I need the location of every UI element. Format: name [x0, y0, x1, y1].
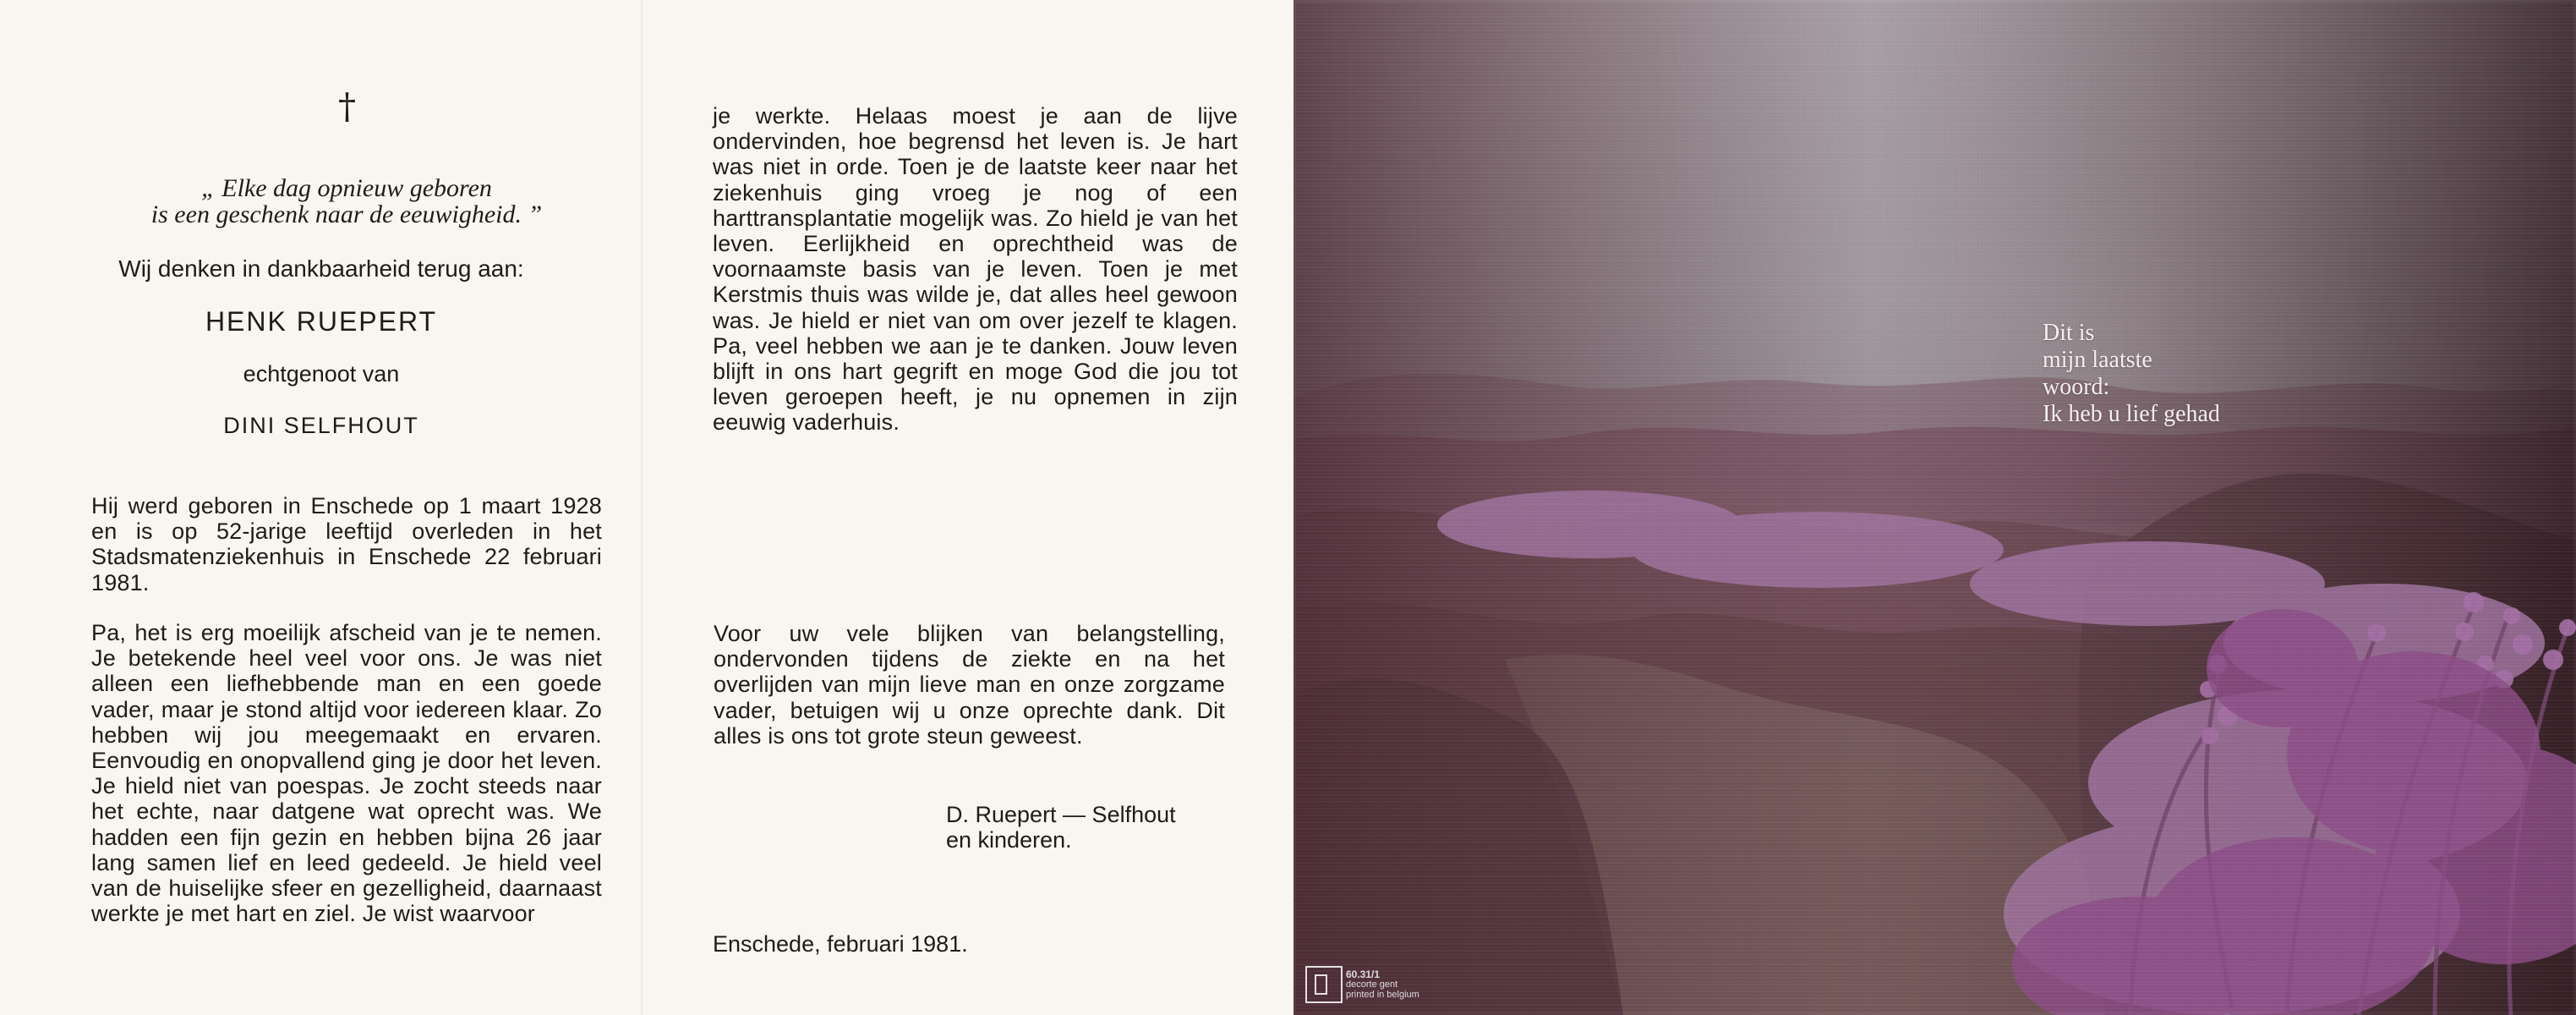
poem-line-three: woord:: [2043, 374, 2110, 400]
printer-logo-icon: [1305, 966, 1343, 1003]
heather-landscape-image: [1293, 0, 2576, 1015]
poem-overlay: [2043, 320, 2313, 428]
memorial-text-panel-middle: [643, 0, 1293, 1015]
signature-line-two: en kinderen.: [946, 827, 1072, 853]
quote-line-one: „ Elke dag opnieuw geboren: [201, 174, 492, 202]
printer-code: 60.31/1: [1346, 968, 1381, 980]
continued-memory-paragraph: je werkte. Helaas moest je aan de lijve ondervinden, hoe begrensd het leven is. Je hart was niet in orde. Toen je de laatste keer naar het ziekenhuis ging vroeg je nog of een harttransplantatie mogelijk was. Zo hield je van het leven. Eerlijkheid en oprechtheid was de voornaamste basis van je leven. Toen je met Kerstmis thuis was wilde je, dat alles heel gewoon was. Je hield er niet van om over jezelf te klagen. Pa, veel hebben we aan je te danken. Jouw leven blijft in ons hart gegrift en moge God die jou tot leven geroepen heeft, je nu opnemen in zijn eeuwig vaderhuis.: [713, 103, 1238, 436]
memorial-text-panel-left: [0, 0, 643, 1015]
heather-photo-panel: [1293, 0, 2576, 1015]
opening-quote: [127, 175, 566, 228]
quote-line-two: is een geschenk naar de eeuwigheid. ”: [150, 200, 543, 228]
cross-symbol: †: [338, 85, 356, 127]
date-place: Enschede, februari 1981.: [713, 931, 968, 957]
printer-country: printed in belgium: [1346, 990, 1419, 1000]
poem-line-four: Ik heb u lief gehad: [2043, 401, 2220, 427]
memory-paragraph: Pa, het is erg moeilijk afscheid van je te nemen. Je betekende heel veel voor ons. Je was niet alleen een liefhebbende man en een goede vader, maar je stond altijd voor iedereen klaar. Zo hebben wij jou meegemaakt en ervaren. Eenvoudig en onopvallend ging je door het leven. Je hield niet van poespas. Je zocht steeds naar het echte, naar datgene wat oprecht was. We hadden een fijn gezin en hebben bijna 26 jaar lang samen lief en leed gedeeld. Je hield veel van de huiselijke sfeer en gezelligheid, daarnaast werkte je met hart en ziel. Je wist waarvoor: [91, 620, 602, 927]
printer-company: decorte gent: [1346, 979, 1398, 990]
printer-credit: [1346, 969, 1419, 1000]
family-signature: [946, 802, 1176, 853]
remembrance-intro: Wij denken in dankbaarheid terug aan:: [118, 255, 524, 282]
thanks-paragraph: Voor uw vele blijken van belangstelling, ondervonden tijdens de ziekte en na het overlijden van mijn lieve man en onze zorgzame vader, betuigen wij u onze oprechte dank. Dit alles is ons tot grote steun geweest.: [714, 621, 1225, 749]
poem-line-one: Dit is: [2043, 320, 2095, 346]
spouse-name: DINI SELFHOUT: [223, 413, 419, 438]
birth-death-paragraph: Hij werd geboren in Enschede op 1 maart 1928 en is op 52-jarige leeftijd overleden in het Stadsmatenziekenhuis in Enschede 22 februari 1981.: [91, 493, 602, 595]
poem-line-two: mijn laatste: [2043, 347, 2152, 373]
deceased-name: HENK RUEPERT: [205, 306, 438, 337]
relation-text: echtgenoot van: [243, 361, 400, 387]
signature-line-one: D. Ruepert — Selfhout: [946, 802, 1176, 827]
